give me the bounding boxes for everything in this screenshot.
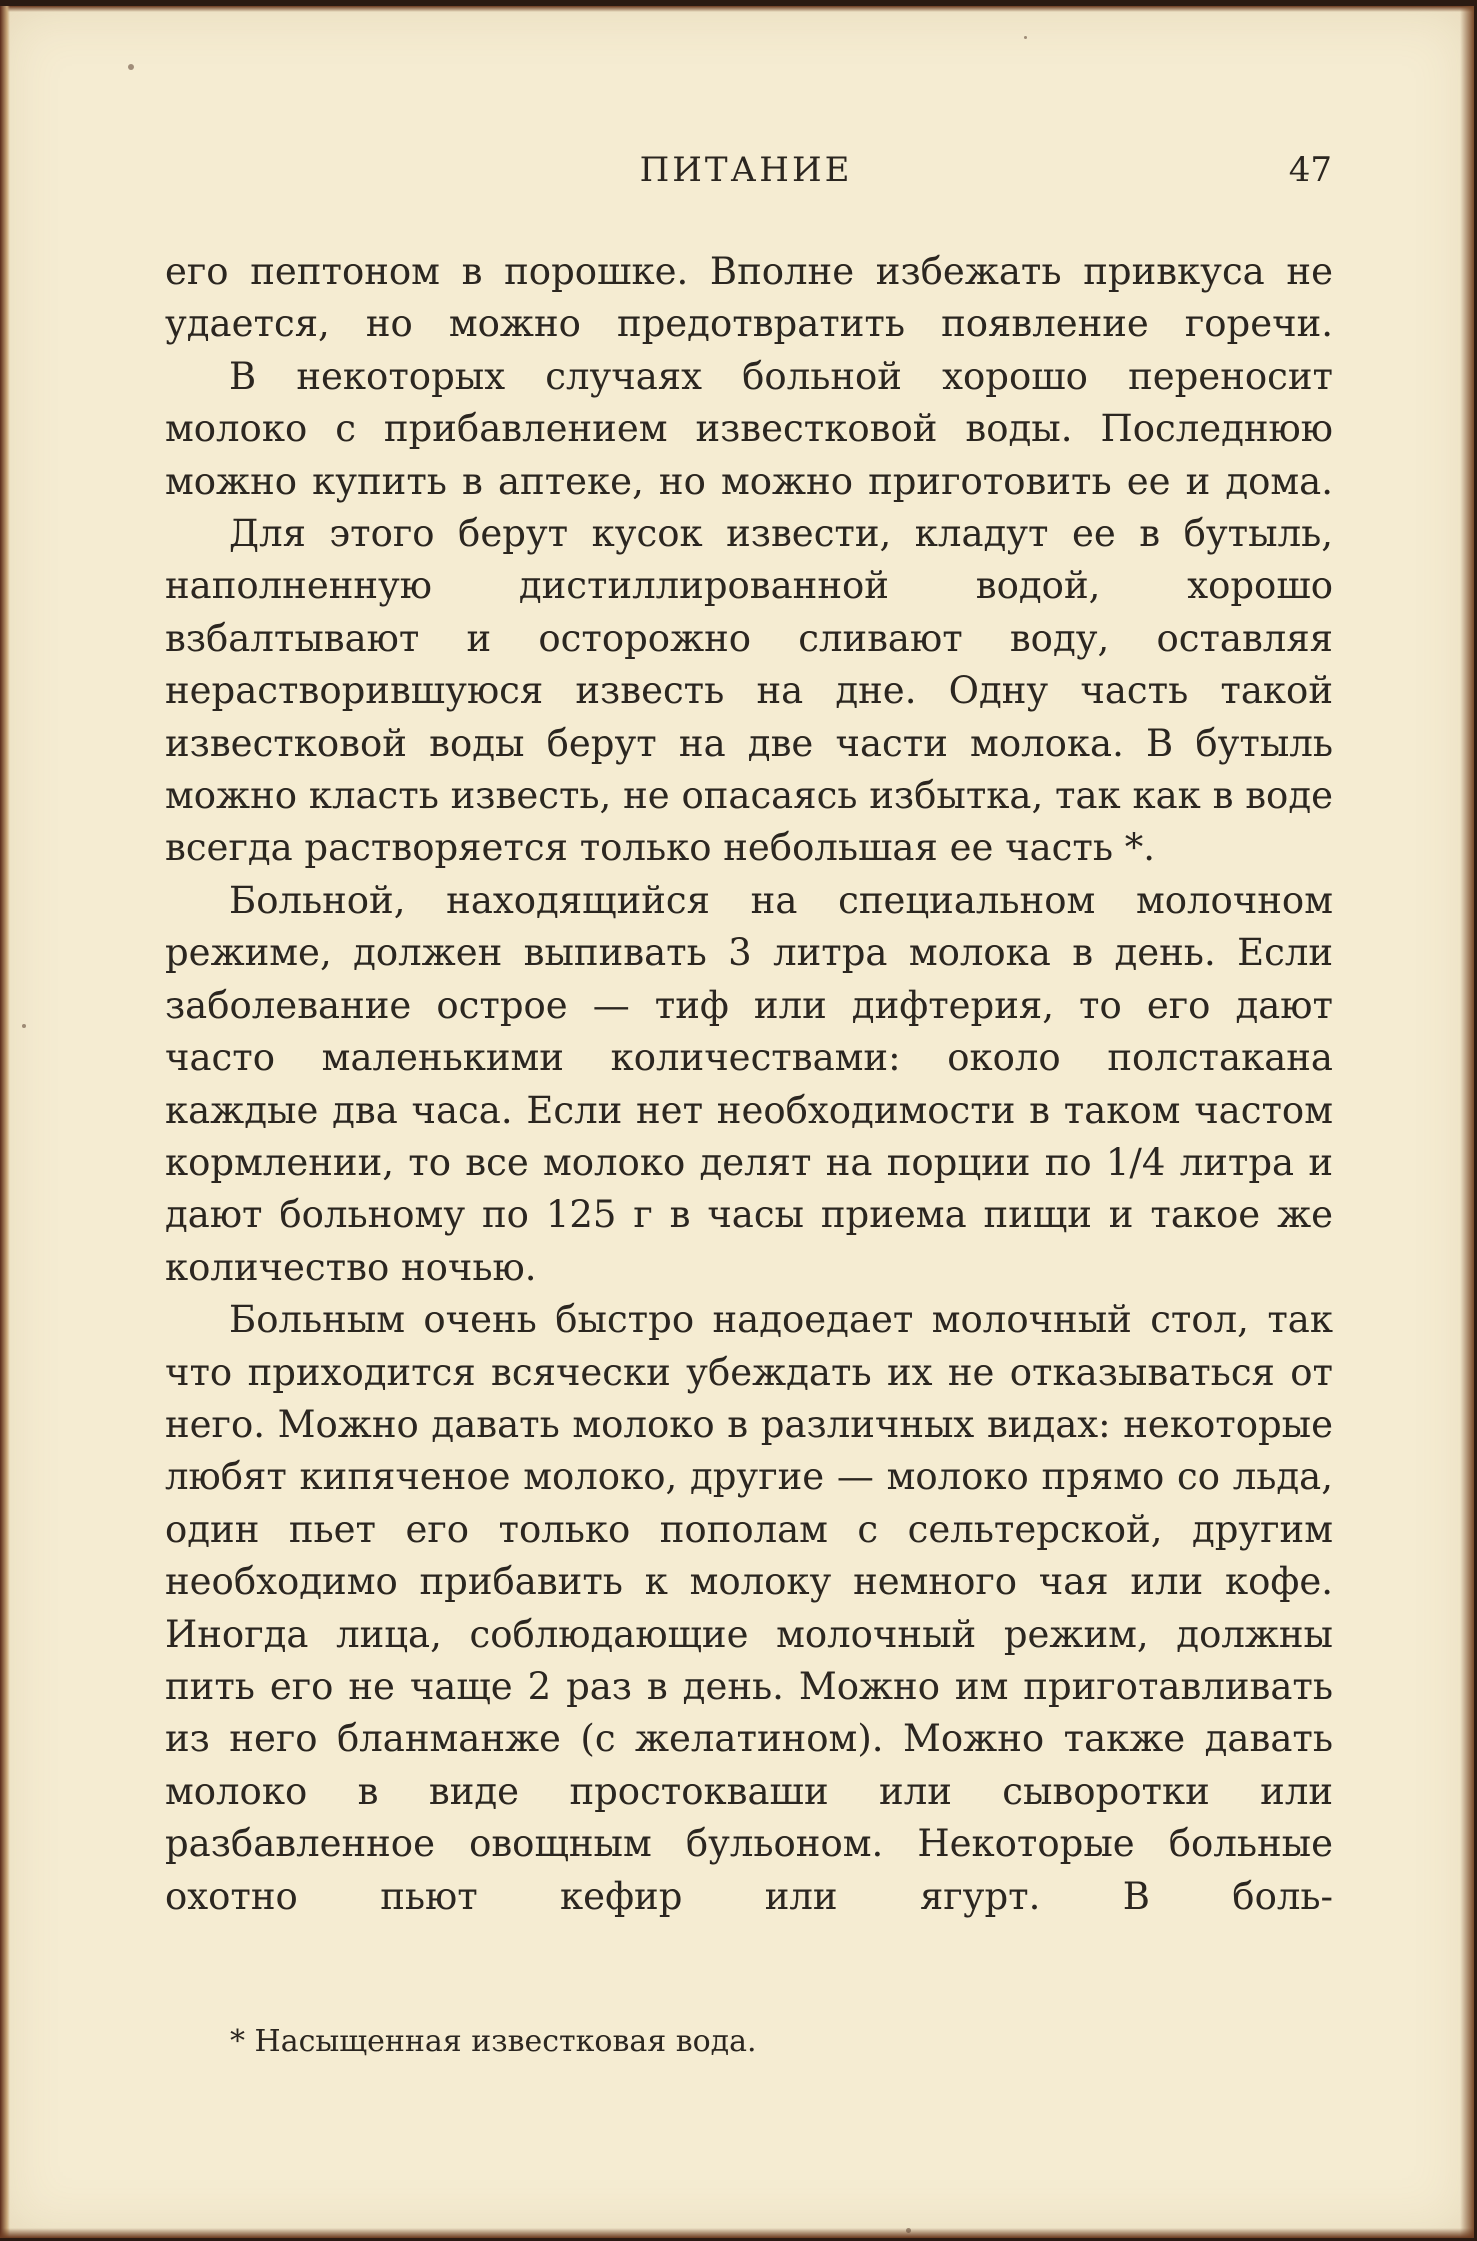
paper-speck	[906, 2228, 911, 2233]
paper-speck	[22, 1024, 26, 1028]
footnote: * Насыщенная известковая вода.	[230, 2024, 757, 2059]
page-header	[160, 150, 1332, 200]
page-edge-right	[1460, 6, 1474, 2238]
page-edge-top	[0, 6, 1474, 12]
body-text	[165, 246, 1333, 1923]
page-edge-left	[0, 6, 10, 2238]
book-page	[0, 6, 1474, 2238]
paper-speck	[128, 64, 134, 70]
paragraph: Больным очень быстро надоедает молочный стол, так что приходится всячески убеждать их не отказываться от него. Можно давать молоко в различных видах: некоторые любят кипяченое молоко, другие — молоко прямо со льда, один пьет его только пополам с сельтерской, другим необходимо прибавить к молоку немного чая или кофе. Иногда лица, соблюдающие молочный режим, должны пить его не чаще 2 раз в день. Можно им приготавливать из него бланманже (с желатином). Можно также давать молоко в виде простокваши или сыворотки или разбавленное овощным бульоном. Некоторые больные охотно пьют кефир или ягурт. В боль-	[165, 1298, 1333, 1918]
paper-speck	[1024, 36, 1027, 39]
page-edge-bottom	[0, 2228, 1474, 2238]
paragraph: Больной, находящийся на специальном молочном режиме, должен выпивать 3 литра молока в день. Если заболевание острое — тиф или дифтерия, то его дают часто маленькими количествами: около полстакана каждые два часа. Если нет необходимости в таком частом кормлении, то все молоко делят на порции по 1/4 литра и дают больному по 125 г в часы приема пищи и такое же количество ночью.	[165, 878, 1333, 1289]
paragraph: В некоторых случаях больной хорошо переносит молоко с прибавлением известковой воды. Последнюю можно купить в аптеке, но можно приготовить ее и дома.	[165, 354, 1333, 503]
running-head: ПИТАНИЕ	[639, 150, 853, 190]
page-number: 47	[1288, 150, 1332, 190]
paragraph: Для этого берут кусок извести, кладут ее в бутыль, наполненную дистиллированной водой, хорошо взбалтывают и осторожно сливают воду, оставляя нерастворившуюся известь на дне. Одну часть такой известковой воды берут на две части молока. В бутыль можно класть известь, не опасаясь избытка, так как в воде всегда растворяется только небольшая ее часть *.	[165, 512, 1333, 870]
paragraph: его пептоном в порошке. Вполне избежать привкуса не удается, но можно предотвратить появление горечи.	[165, 250, 1333, 346]
